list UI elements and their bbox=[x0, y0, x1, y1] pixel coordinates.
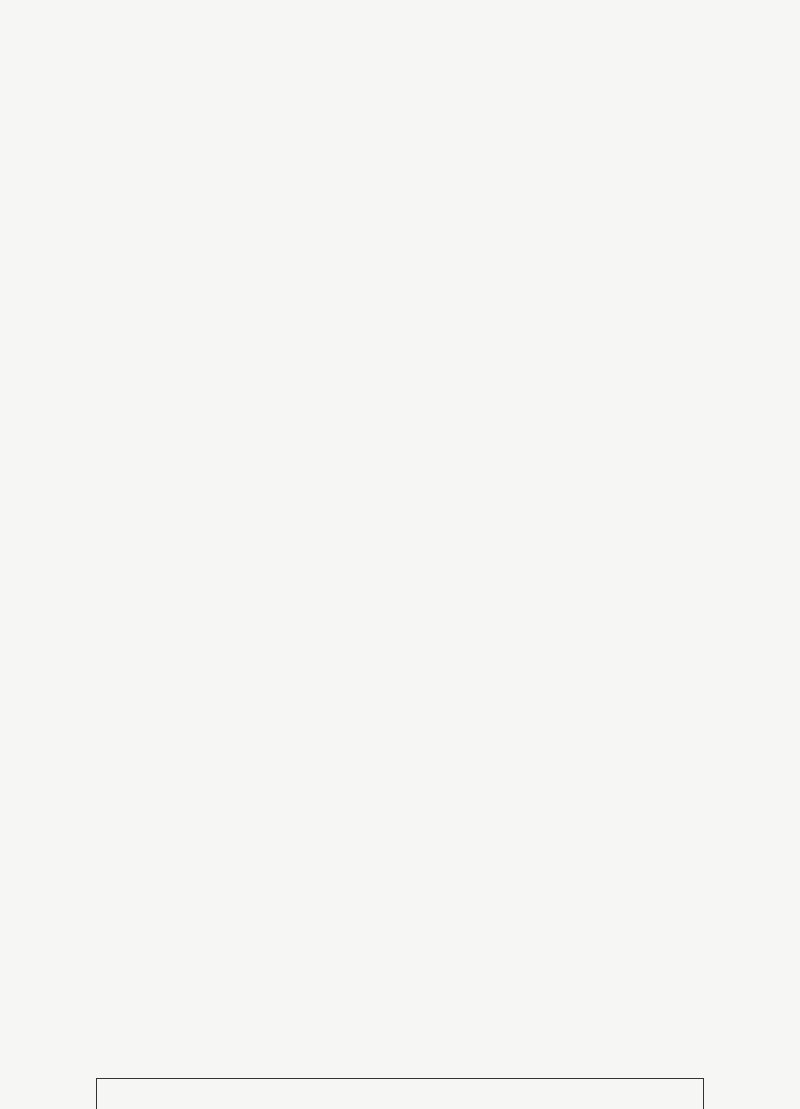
footer-box bbox=[96, 1078, 704, 1109]
document-body bbox=[66, 132, 716, 284]
section-4-heading bbox=[66, 146, 716, 168]
section-7-heading bbox=[66, 254, 716, 276]
section-6-heading bbox=[66, 218, 716, 240]
section-5-heading bbox=[66, 182, 716, 204]
